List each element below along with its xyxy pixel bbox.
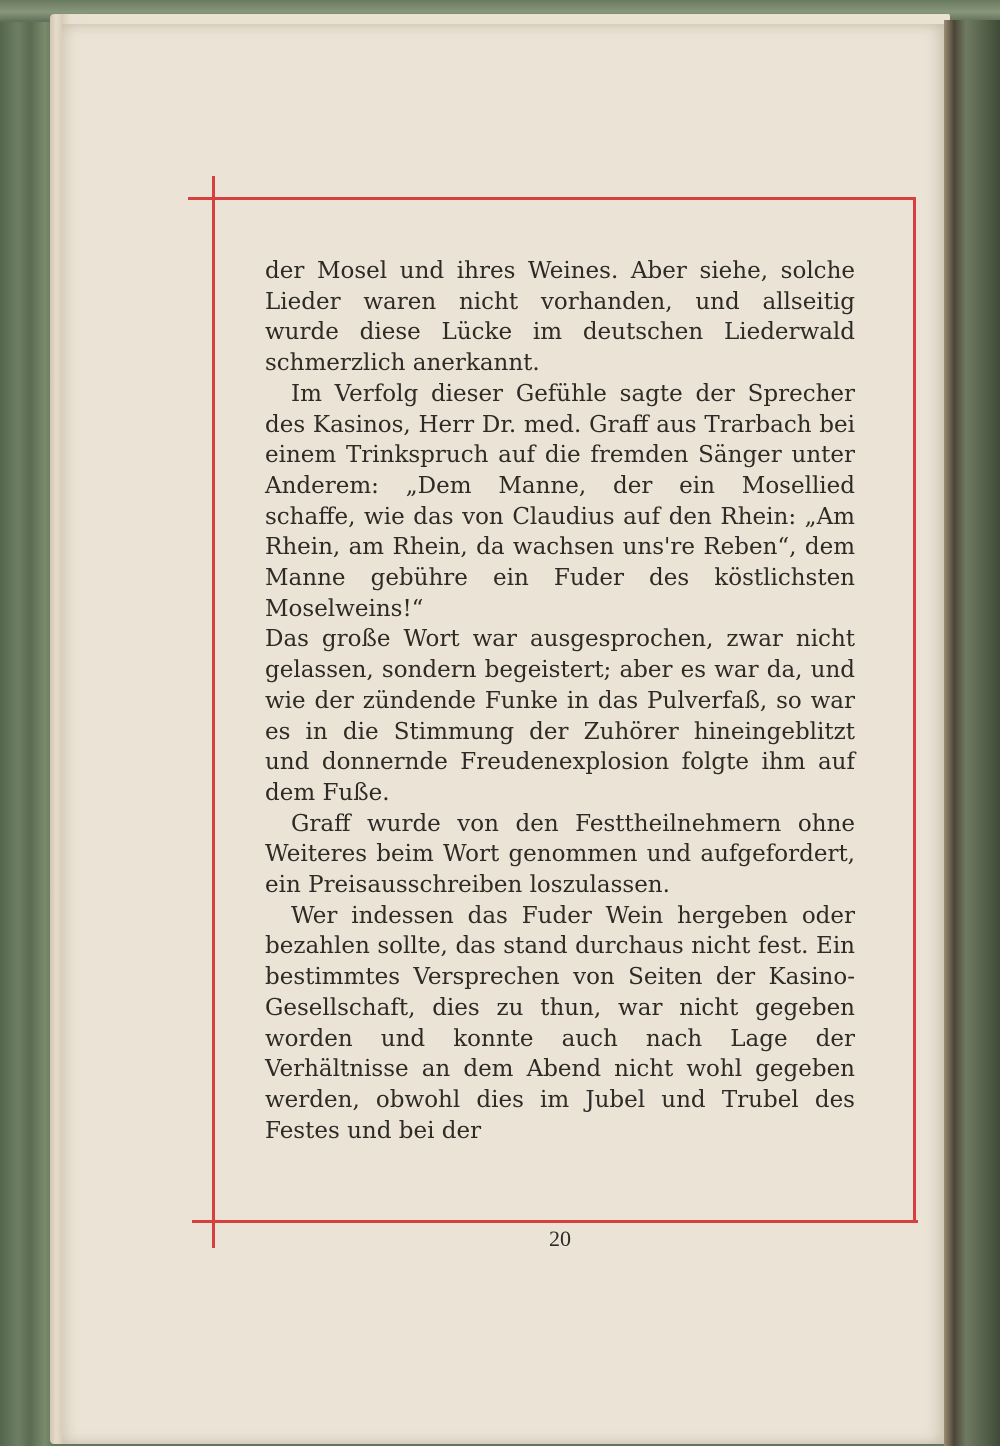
paragraph: Graff wurde von den Festtheilnehmern ohne Weiteres beim Wort genommen und aufgefordert, ein Preisausschreiben loszulassen. (265, 810, 855, 899)
paragraph: Im Verfolg dieser Gefühle sagte der Sprecher des Kasinos, Herr Dr. med. Graff aus Trarbach bei einem Trinkspruch auf die fremden Sänger unter Anderem: „Dem Manne, der ein Mosellied schaffe, wie das von Claudius auf den Rhein: „Am Rhein, am Rhein, da wachsen uns're Reben“, dem Manne gebühre ein Fuder des köstlichsten Moselweins!“ (265, 380, 855, 622)
frame-rule-left (212, 176, 215, 1248)
frame-rule-bottom (192, 1220, 918, 1223)
body-text (265, 256, 855, 1146)
frame-rule-top (188, 197, 916, 200)
paragraph: Das große Wort war ausgesprochen, zwar nicht gelassen, sondern begeistert; aber es war da, und wie der zündende Funke in das Pulverfaß, so war es in die Stimmung der Zuhörer hineingeblitzt und donnernde Freudenexplosion folgte ihm auf dem Fuße. (265, 626, 855, 806)
book-binding-edge (944, 20, 1000, 1446)
paragraph: Wer indessen das Fuder Wein hergeben oder bezahlen sollte, das stand durchaus nicht fest. Ein bestimmtes Versprechen von Seiten der Kasino-Gesellschaft, dies zu thun, war nicht gegeben worden und konnte auch nach Lage der Verhältnisse an dem Abend nicht wohl gegeben werden, obwohl dies im Jubel und Trubel des Festes und bei der (265, 902, 855, 1144)
page-number: 20 (549, 1226, 571, 1251)
paragraph: der Mosel und ihres Weines. Aber siehe, solche Lieder waren nicht vorhanden, und allseitig wurde diese Lücke im deutschen Liederwald schmerzlich anerkannt. (265, 258, 855, 377)
frame-rule-right (913, 198, 916, 1222)
